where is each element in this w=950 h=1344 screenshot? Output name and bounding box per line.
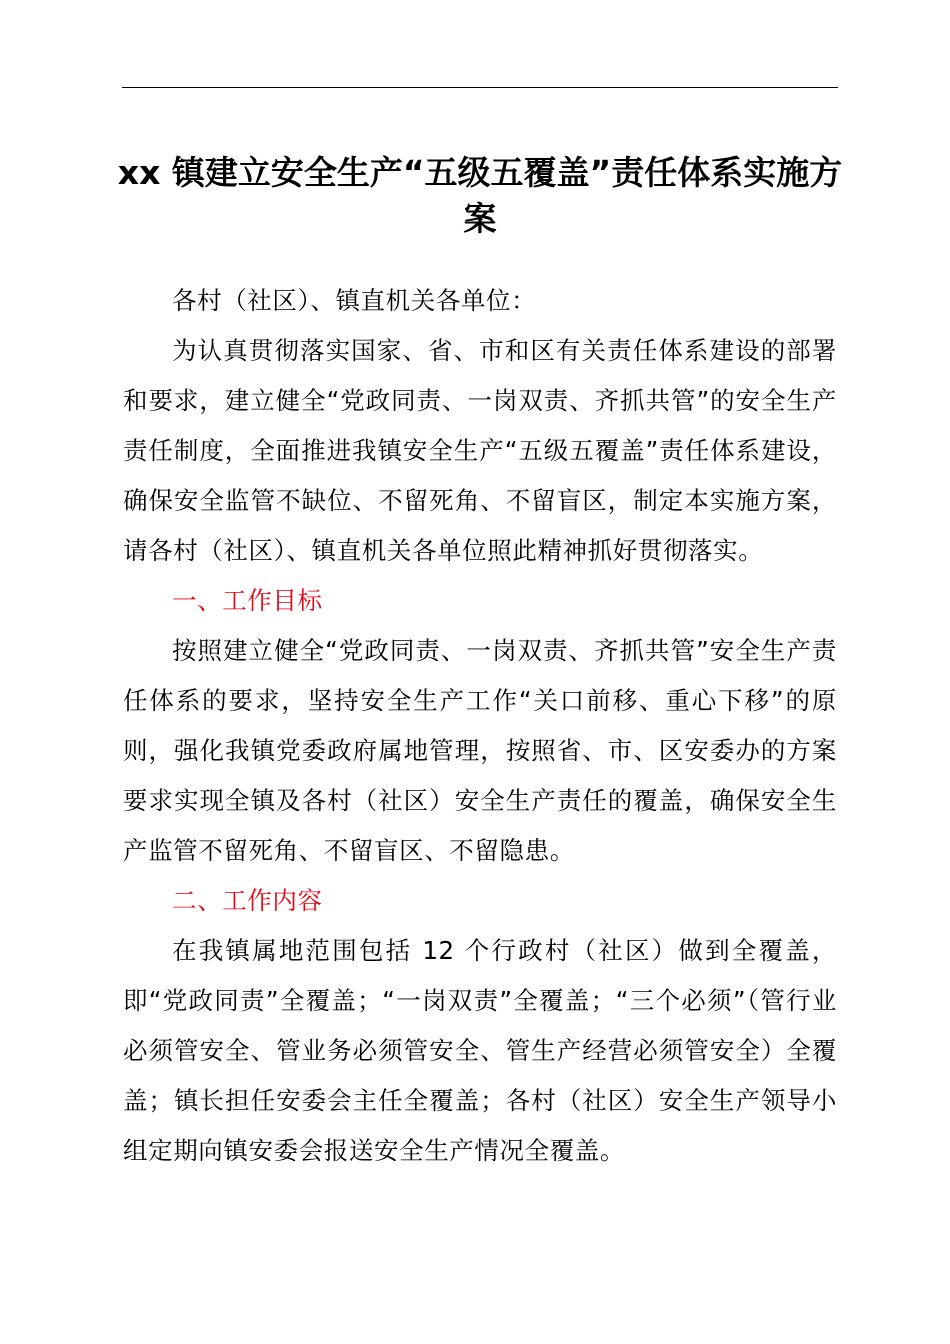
intro-paragraph: 为认真贯彻落实国家、省、市和区有关责任体系建设的部署和要求，建立健全“党政同责、一岗双责、齐抓共管”的安全生产责任制度，全面推进我镇安全生产“五级五覆盖”责任体系建设，确保安全监管不缺位、不留死角、不留盲区，制定本实施方案，请各村（社区）、镇直机关各单位照此精神抓好贯彻落实。	[123, 336, 837, 565]
section-heading-content: 二、工作内容	[172, 886, 323, 915]
header-rule	[122, 87, 838, 88]
section-text-content: 在我镇属地范围包括 12 个行政村（社区）做到全覆盖，即“党政同责”全覆盖；“一岗双责”全覆盖；“三个必须”（管行业必须管安全、管业务必须管安全、管生产经营必须管安全）全覆盖；镇长担任安委会主任全覆盖；各村（社区）安全生产领导小组定期向镇安委会报送安全生产情况全覆盖。	[123, 936, 837, 1165]
document-body	[123, 276, 837, 1176]
salutation: 各村（社区）、镇直机关各单位：	[172, 286, 537, 315]
section-heading-goals: 一、工作目标	[172, 586, 323, 615]
document-title: xx 镇建立安全生产“五级五覆盖”责任体系实施方案	[117, 153, 843, 238]
section-text-goals: 按照建立健全“党政同责、一岗双责、齐抓共管”安全生产责任体系的要求，坚持安全生产工作“关口前移、重心下移”的原则，强化我镇党委政府属地管理，按照省、市、区安委办的方案要求实现全镇及各村（社区）安全生产责任的覆盖，确保安全生产监管不留死角、不留盲区、不留隐患。	[123, 636, 837, 865]
